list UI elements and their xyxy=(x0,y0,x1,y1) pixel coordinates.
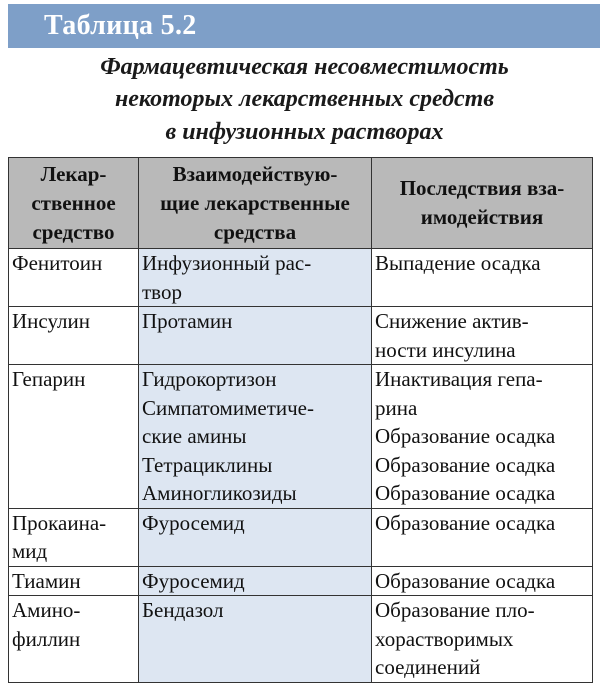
cell-consequence: Снижение актив- ности инсулина xyxy=(372,307,593,365)
cell-consequence: Образование осадка xyxy=(372,508,593,566)
table-row xyxy=(9,508,593,566)
table-header-row xyxy=(9,158,593,249)
table-row xyxy=(9,365,593,509)
header-consequence: Последствия вза- имодействия xyxy=(372,158,593,249)
cell-interacting: Инфузионный рас- твор xyxy=(139,249,372,307)
cell-consequence: Выпадение осадка xyxy=(372,249,593,307)
cell-consequence: Инактивация гепа- рина Образование осадка Образование осадка Образование осадка xyxy=(372,365,593,509)
table-title-line-3: в инфузионных растворах xyxy=(165,119,444,145)
header-drug: Лекар- ственное средство xyxy=(9,158,139,249)
cell-interacting: Протамин xyxy=(139,307,372,365)
cell-interacting: Бендазол xyxy=(139,596,372,683)
cell-drug: Тиамин xyxy=(9,566,139,596)
cell-consequence: Образование осадка xyxy=(372,566,593,596)
table-label: Таблица 5.2 xyxy=(44,10,197,41)
cell-drug: Амино- филлин xyxy=(9,596,139,683)
cell-interacting: Фуросемид xyxy=(139,508,372,566)
cell-consequence: Образование пло- хорастворимых соединений xyxy=(372,596,593,683)
table-title-line-1: Фармацевтическая несовместимость xyxy=(100,54,509,80)
cell-drug: Фенитоин xyxy=(9,249,139,307)
cell-drug: Прокаина- мид xyxy=(9,508,139,566)
cell-interacting: Фуросемид xyxy=(139,566,372,596)
cell-interacting: Гидрокортизон Симпатомиметиче- ские амины Тетрациклины Аминогликозиды xyxy=(139,365,372,509)
table-row xyxy=(9,566,593,596)
cell-drug: Инсулин xyxy=(9,307,139,365)
table-row xyxy=(9,596,593,683)
cell-drug: Гепарин xyxy=(9,365,139,509)
table-row xyxy=(9,249,593,307)
incompatibility-table xyxy=(8,157,593,683)
header-interacting: Взаимодействую- щие лекарственные средства xyxy=(139,158,372,249)
table-label-banner xyxy=(8,4,600,48)
table-row xyxy=(9,307,593,365)
table-title-line-2: некоторых лекарственных средств xyxy=(114,86,495,112)
